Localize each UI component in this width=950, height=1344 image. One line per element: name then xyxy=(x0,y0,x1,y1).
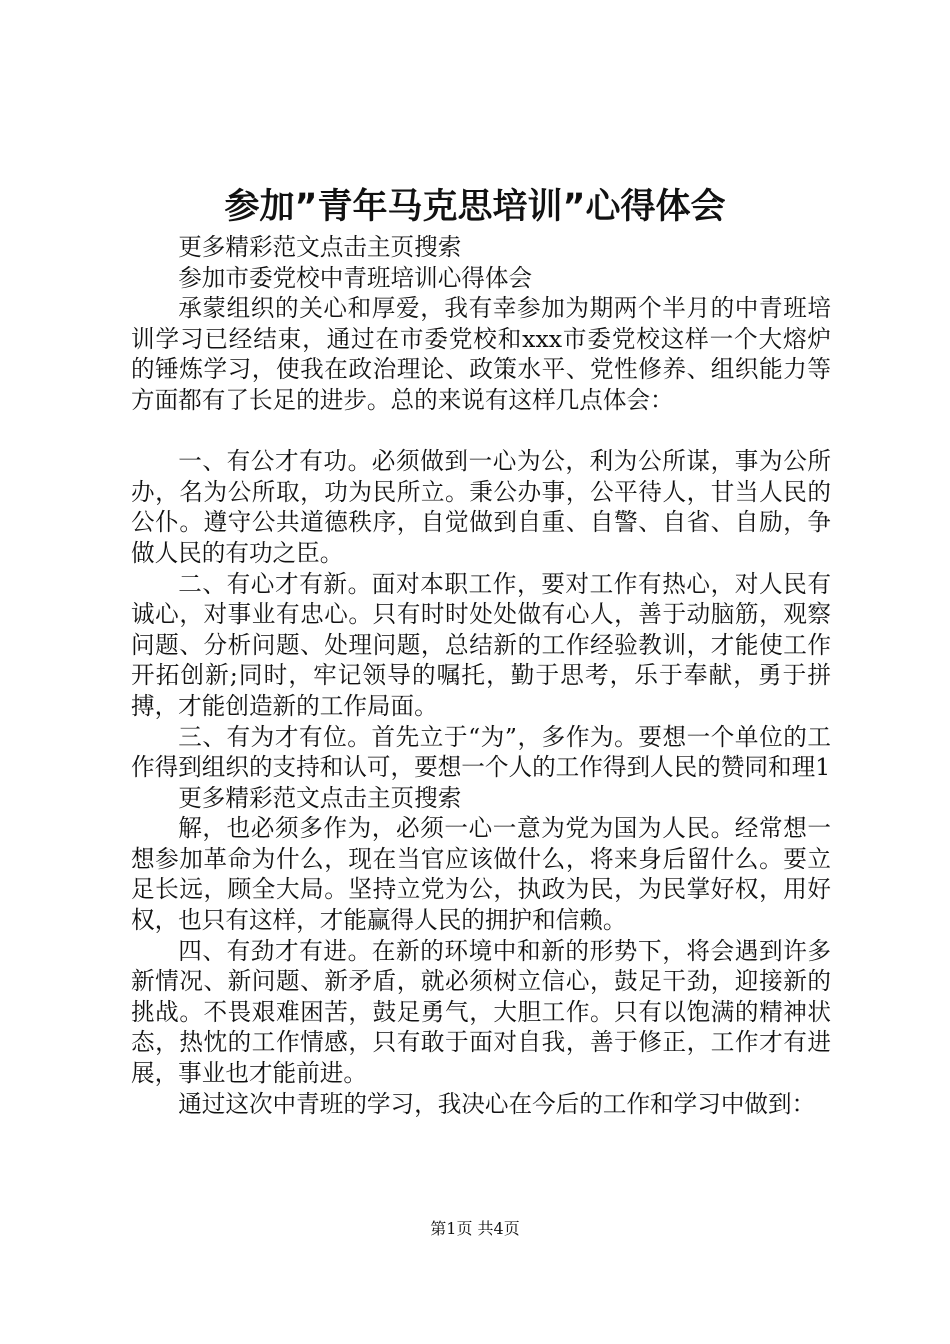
continuation-paragraph: 解，也必须多作为，必须一心一意为党为国为人民。经常想一想参加革命为什么，现在当官应该做什么，将来身后留什么。要立足长远，顾全大局。坚持立党为公，执政为民，为民掌好权，用好权，也只有这样，才能赢得人民的拥护和信赖。 xyxy=(131,814,831,935)
point-two-paragraph: 二、有心才有新。面对本职工作，要对工作有热心，对人民有诚心，对事业有忠心。只有时时处处做有心人，善于动脑筋，观察问题、分析问题、处理问题，总结新的工作经验教训，才能使工作开拓创新;同时，牢记领导的嘱托，勤于思考，乐于奉献，勇于拼搏，才能创造新的工作局面。 xyxy=(131,569,831,720)
promo-line: 更多精彩范文点击主页搜索 xyxy=(178,233,462,261)
promo-line-2: 更多精彩范文点击主页搜索 xyxy=(178,783,462,812)
subtitle-line: 参加市委党校中青班培训心得体会 xyxy=(178,263,533,292)
point-one-paragraph: 一、有公才有功。必须做到一心为公，利为公所谋，事为公所办，名为公所取，功为民所立。秉公办事，公平待人，甘当人民的公仆。遵守公共道德秩序，自觉做到自重、自警、自省、自励，争做人民的有功之臣。 xyxy=(131,447,831,567)
point-four-paragraph: 四、有劲才有进。在新的环境中和新的形势下，将会遇到许多新情况、新问题、新矛盾，就必须树立信心，鼓足干劲，迎接新的挑战。不畏艰难困苦，鼓足勇气，大胆工作。只有以饱满的精神状态，热忱的工作情感，只有敢于面对自我，善于修正，工作才有进展，事业也才能前进。 xyxy=(131,936,831,1088)
page-footer: 第1页 共4页 xyxy=(430,1219,520,1238)
intro-paragraph: 承蒙组织的关心和厚爱，我有幸参加为期两个半月的中青班培训学习已经结束，通过在市委党校和xxx市委党校这样一个大熔炉的锤炼学习，使我在政治理论、政策水平、党性修养、组织能力等方面都有了长足的进步。总的来说有这样几点体会： xyxy=(131,294,831,414)
closing-paragraph: 通过这次中青班的学习，我决心在今后的工作和学习中做到： xyxy=(178,1089,816,1118)
point-three-paragraph: 三、有为才有位。首先立于“为”，多作为。要想一个单位的工作得到组织的支持和认可，要想一个人的工作得到人民的赞同和理1 xyxy=(131,722,831,782)
document-body xyxy=(131,232,831,1119)
document-title: 参加”青年马克思培训”心得体会 xyxy=(224,187,726,227)
